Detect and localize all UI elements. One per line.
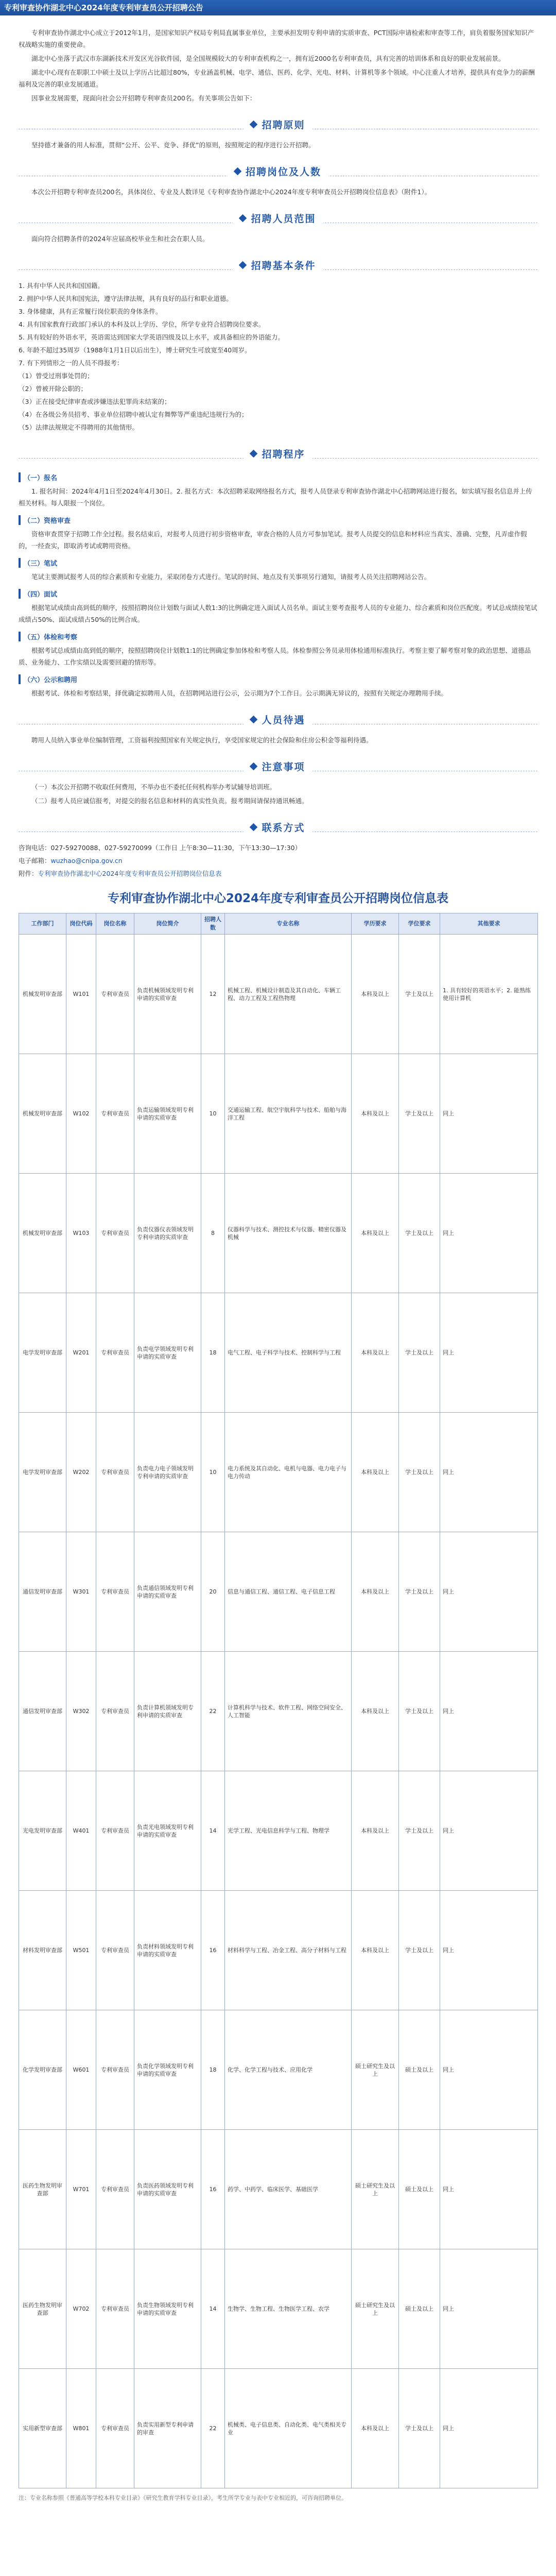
table-cell: 机械类、电子信息类、自动化类、电气类相关专业 <box>225 2369 352 2488</box>
table-cell: W301 <box>66 1532 96 1652</box>
list-item: （2）曾被开除公职的； <box>19 385 87 393</box>
table-cell: 机械发明审查部 <box>19 1054 66 1174</box>
table-cell: 学士及以上 <box>399 1293 440 1413</box>
table-cell: 硕士及以上 <box>399 2010 440 2130</box>
table-cell: 20 <box>201 1532 225 1652</box>
section-heading <box>19 211 537 226</box>
table-cell: 医药生物发明审查部 <box>19 2249 66 2369</box>
section-title: 招聘程序 <box>262 449 305 460</box>
intro-paragraph: 专利审查协作湖北中心成立于2012年1月，是国家知识产权局专利局直属事业单位，主要承担发明专利申请的实质审查、PCT国际申请检索和审查等工作，肩负着服务国家知识产权战略实施的重要使命。 <box>19 29 534 48</box>
table-cell: W501 <box>66 1891 96 2010</box>
diamond-icon <box>250 716 258 724</box>
table-cell: 本科及以上 <box>352 1293 399 1413</box>
section-text: 聘用人员纳入事业单位编制管理，工资福利按照国家有关规定执行，享受国家规定的社会保险和住房公积金等福利待遇。 <box>31 736 373 744</box>
diamond-icon <box>250 450 258 458</box>
diamond-icon <box>250 823 258 832</box>
table-cell: 专利审查员 <box>96 1771 134 1891</box>
table-cell: 负责通信领域发明专利申请的实质审查 <box>134 1532 201 1652</box>
table-cell: 本科及以上 <box>352 1413 399 1532</box>
diamond-icon <box>250 762 258 771</box>
list-item: （4）在各级公务员招考、事业单位招聘中被认定有舞弊等严重违纪违规行为的； <box>19 411 248 418</box>
table-footnote: 注：专业名称参照《普通高等学校本科专业目录》《研究生教育学科专业目录》，考生所学专业与表中专业相近的，可咨询招聘单位。 <box>19 2495 347 2501</box>
procedure-step-text: 根据笔试成绩由高到低的顺序，按照招聘岗位计划数与面试人数1:3的比例确定进入面试人员名单。面试主要考查报考人员的专业能力、综合素质和岗位匹配度。考试总成绩按笔试成绩占50%、面试成绩占50%的比例合成。 <box>19 604 537 623</box>
table-cell: 硕士及以上 <box>399 2130 440 2249</box>
table-cell: 同上 <box>440 1174 538 1293</box>
table-cell: 22 <box>201 2369 225 2488</box>
table-cell: 同上 <box>440 1891 538 2010</box>
table-cell: 电力系统及其自动化、电机与电器、电力电子与电力传动 <box>225 1413 352 1532</box>
table-cell: 学士及以上 <box>399 1174 440 1293</box>
procedure-step-text: 根据考试总成绩由高到低的顺序，按照招聘岗位计划数1:1的比例确定参加体检和考察人员。体检参照公务员录用体检通用标准执行。考察主要了解考察对象的政治思想、道德品质、业务能力、工作实绩以及需要回避的情形等。 <box>19 647 531 666</box>
table-cell: 负责化学领域发明专利申请的实质审查 <box>134 2010 201 2130</box>
intro-paragraph: 湖北中心坐落于武汉市东湖新技术开发区光谷软件园，是全国规模较大的专利审查机构之一，拥有近2000名专利审查员，具有完善的培训体系和良好的职业发展前景。 <box>31 55 505 62</box>
table-cell: 同上 <box>440 1413 538 1532</box>
section-text: 面向符合招聘条件的2024年应届高校毕业生和社会在职人员。 <box>31 235 209 243</box>
table-cell: 同上 <box>440 2369 538 2488</box>
table-cell: 专利审查员 <box>96 2010 134 2130</box>
table-cell: 硕士研究生及以上 <box>352 2010 399 2130</box>
procedure-step-label: （一）报名 <box>19 472 57 482</box>
table-row <box>19 2130 538 2249</box>
table-cell: 本科及以上 <box>352 1771 399 1891</box>
table-cell: 生物学、生物工程、生物医学工程、农学 <box>225 2249 352 2369</box>
table-cell: 14 <box>201 1771 225 1891</box>
table-cell: W103 <box>66 1174 96 1293</box>
table-row <box>19 1652 538 1771</box>
table-cell: W202 <box>66 1413 96 1532</box>
intro-paragraph: 因事业发展需要，现面向社会公开招聘专利审查员200名。有关事项公告如下： <box>31 94 256 102</box>
table-cell: 本科及以上 <box>352 2369 399 2488</box>
table-cell: 信息与通信工程、通信工程、电子信息工程 <box>225 1532 352 1652</box>
column-header: 工作部门 <box>19 913 66 935</box>
table-cell: 负责电学领域发明专利申请的实质审查 <box>134 1293 201 1413</box>
email-link[interactable]: wuzhao@cnipa.gov.cn <box>50 857 123 865</box>
contact-email <box>19 855 537 867</box>
list-item: （1）曾受过刑事处罚的； <box>19 372 94 380</box>
table-cell: 学士及以上 <box>399 1413 440 1532</box>
table-cell: 负责电力电子领域发明专利申请的实质审查 <box>134 1413 201 1532</box>
list-item: （3）正在接受纪律审查或涉嫌违法犯罪尚未结案的； <box>19 398 171 405</box>
table-cell: 学士及以上 <box>399 2369 440 2488</box>
list-item: 5. 具有较好的外语水平，英语需达到国家大学英语四级及以上水平，或具备相应的外语能力。 <box>19 333 284 341</box>
table-row <box>19 1891 538 2010</box>
table-cell: 专利审查员 <box>96 2369 134 2488</box>
table-cell: 光电发明审查部 <box>19 1771 66 1891</box>
table-cell: 学士及以上 <box>399 1891 440 2010</box>
table-cell: 专利审查员 <box>96 1174 134 1293</box>
table-cell: W102 <box>66 1054 96 1174</box>
section-heading <box>19 164 537 179</box>
table-cell: 实用新型审查部 <box>19 2369 66 2488</box>
procedure-step-label: （六）公示和聘用 <box>19 674 77 684</box>
column-header: 其他要求 <box>440 913 538 935</box>
table-title: 专利审查协作湖北中心2024年度专利审查员公开招聘岗位信息表 <box>107 892 448 905</box>
table-cell: 16 <box>201 2130 225 2249</box>
procedure-step-text: 资格审查贯穿于招聘工作全过程。报名结束后，对报考人员进行初步资格审查，审查合格的人员方可参加笔试。报考人员提交的信息和材料应当真实、准确、完整，凡弄虚作假的，一经查实，即取消考试或聘用资格。 <box>19 530 527 550</box>
table-cell: 同上 <box>440 1532 538 1652</box>
section-heading <box>19 258 537 273</box>
table-row <box>19 1054 538 1174</box>
procedure-step-label: （二）资格审查 <box>19 515 71 525</box>
attachment-link[interactable]: 专利审查协作湖北中心2024年度专利审查员公开招聘岗位信息表 <box>38 870 222 877</box>
section-title: 招聘基本条件 <box>251 260 316 272</box>
table-cell: 负责计算机领域发明专利申请的实质审查 <box>134 1652 201 1771</box>
section-heading <box>19 713 537 727</box>
section-title: 招聘人员范围 <box>251 213 316 225</box>
table-row <box>19 935 538 1054</box>
section-heading <box>19 820 537 835</box>
table-cell: W201 <box>66 1293 96 1413</box>
table-cell: 22 <box>201 1652 225 1771</box>
list-item: （5）法律法规规定不得聘用的其他情形。 <box>19 423 138 431</box>
requirements-list <box>19 280 537 433</box>
table-cell: 学士及以上 <box>399 1532 440 1652</box>
table-cell: W701 <box>66 2130 96 2249</box>
table-cell: 化学发明审查部 <box>19 2010 66 2130</box>
list-item: 1. 具有中华人民共和国国籍。 <box>19 282 104 290</box>
section-text: 本次公开招聘专利审查员200名，具体岗位、专业及人数详见《专利审查协作湖北中心2024年度专利审查员公开招聘岗位信息表》（附件1）。 <box>31 188 431 196</box>
attachment <box>19 868 537 879</box>
table-cell: 同上 <box>440 1293 538 1413</box>
table-cell: 同上 <box>440 2130 538 2249</box>
announcement-body <box>0 15 556 2503</box>
table-cell: W801 <box>66 2369 96 2488</box>
procedure-step-label: （三）笔试 <box>19 558 57 568</box>
diamond-icon <box>239 261 247 269</box>
table-cell: 负责材料领域发明专利申请的实质审查 <box>134 1891 201 2010</box>
table-cell: 光学工程、光电信息科学与工程、物理学 <box>225 1771 352 1891</box>
table-cell: 硕士研究生及以上 <box>352 2130 399 2249</box>
table-cell: 专利审查员 <box>96 1293 134 1413</box>
table-cell: 机械发明审查部 <box>19 935 66 1054</box>
column-header: 学位要求 <box>399 913 440 935</box>
column-header: 岗位名称 <box>96 913 134 935</box>
intro <box>19 27 537 104</box>
column-header: 岗位简介 <box>134 913 201 935</box>
table-cell: 专利审查员 <box>96 1054 134 1174</box>
table-cell: 同上 <box>440 1652 538 1771</box>
procedure-step-text: 根据考试、体检和考察结果，择优确定拟聘用人员，在招聘网站进行公示，公示期为7个工作日。公示期满无异议的，按照有关规定办理聘用手续。 <box>31 689 447 697</box>
table-cell: 机械工程、机械设计制造及其自动化、车辆工程、动力工程及工程热物理 <box>225 935 352 1054</box>
table-cell: 本科及以上 <box>352 1652 399 1771</box>
table-cell: 18 <box>201 2010 225 2130</box>
table-cell: 负责生物领域发明专利申请的实质审查 <box>134 2249 201 2369</box>
contact-value: 027-59270088、027-59270099（工作日 上午8:30—11:30，下午13:30—17:30） <box>50 844 302 852</box>
contact-label: 电子邮箱： <box>19 857 51 865</box>
section-title: 联系方式 <box>262 822 305 834</box>
table-cell: 专利审查员 <box>96 1891 134 2010</box>
table-cell: 负责光电领域发明专利申请的实质审查 <box>134 1771 201 1891</box>
table-cell: 专利审查员 <box>96 2249 134 2369</box>
table-row <box>19 1174 538 1293</box>
table-cell: 12 <box>201 935 225 1054</box>
table-cell: 18 <box>201 1293 225 1413</box>
table-cell: 8 <box>201 1174 225 1293</box>
job-table <box>19 913 538 2488</box>
procedure-step-label: （五）体检和考察 <box>19 632 77 641</box>
table-row <box>19 1771 538 1891</box>
table-row <box>19 1532 538 1652</box>
diamond-icon <box>234 167 242 176</box>
table-row <box>19 2010 538 2130</box>
procedure-step-text: 笔试主要测试报考人员的综合素质和专业能力，采取闭卷方式进行。笔试的时间、地点及有关事项另行通知，请报考人员关注招聘网站公告。 <box>31 573 431 581</box>
procedure-step-text: 1. 报名时间：2024年4月1日至2024年4月30日。2. 报名方式：本次招聘采取网络报名方式，报考人员登录专利审查协作湖北中心招聘网站进行报名，如实填写报名信息并上传相关材料。每人限报一个岗位。 <box>19 487 532 507</box>
table-cell: 负责机械领域发明专利申请的实质审查 <box>134 935 201 1054</box>
table-cell: 通信发明审查部 <box>19 1652 66 1771</box>
section-title: 注意事项 <box>262 761 305 773</box>
table-cell: 学士及以上 <box>399 935 440 1054</box>
table-cell: 机械发明审查部 <box>19 1174 66 1293</box>
contact-phone <box>19 842 537 854</box>
section-title: 招聘原则 <box>262 120 305 131</box>
table-cell: 负责仪器仪表领域发明专利申请的实质审查 <box>134 1174 201 1293</box>
table-cell: 本科及以上 <box>352 1174 399 1293</box>
table-cell: 本科及以上 <box>352 1532 399 1652</box>
table-cell: 材料发明审查部 <box>19 1891 66 2010</box>
table-cell: 医药生物发明审查部 <box>19 2130 66 2249</box>
table-cell: 专利审查员 <box>96 935 134 1054</box>
contact-label: 咨询电话： <box>19 844 51 852</box>
table-cell: 电学发明审查部 <box>19 1293 66 1413</box>
table-cell: 学士及以上 <box>399 1054 440 1174</box>
table-cell: 交通运输工程、航空宇航科学与技术、船舶与海洋工程 <box>225 1054 352 1174</box>
table-cell: 材料科学与工程、冶金工程、高分子材料与工程 <box>225 1891 352 2010</box>
list-item: 7. 有下列情形之一的人员不得报考： <box>19 359 124 367</box>
table-cell: 本科及以上 <box>352 935 399 1054</box>
procedure-step-label: （四）面试 <box>19 589 57 599</box>
section-heading <box>19 447 537 461</box>
section-title: 招聘岗位及人数 <box>245 166 321 178</box>
table-cell: W302 <box>66 1652 96 1771</box>
table-cell: 专利审查员 <box>96 1532 134 1652</box>
procedure <box>19 468 537 699</box>
table-cell: 药学、中药学、临床医学、基础医学 <box>225 2130 352 2249</box>
table-cell: 10 <box>201 1054 225 1174</box>
contact-label: 附件： <box>19 870 38 877</box>
table-cell: 化学、化学工程与技术、应用化学 <box>225 2010 352 2130</box>
page-title: 专利审查协作湖北中心2024年度专利审查员公开招聘公告 <box>0 0 556 15</box>
diamond-icon <box>250 121 258 129</box>
table-cell: 10 <box>201 1413 225 1532</box>
intro-paragraph: 湖北中心现有在职职工中硕士及以上学历占比超过80%，专业涵盖机械、电学、通信、医药、化学、光电、材料、计算机等多个领域。中心注重人才培养，提供具有竞争力的薪酬福利及完善的职业发展通道。 <box>19 69 535 88</box>
table-cell: 计算机科学与技术、软件工程、网络空间安全、人工智能 <box>225 1652 352 1771</box>
table-cell: 通信发明审查部 <box>19 1532 66 1652</box>
section-heading <box>19 759 537 774</box>
table-row <box>19 1293 538 1413</box>
table-cell: 1. 具有较好的英语水平；2. 能熟练使用计算机 <box>440 935 538 1054</box>
table-cell: 仪器科学与技术、测控技术与仪器、精密仪器及机械 <box>225 1174 352 1293</box>
list-item: （二）报考人员应诚信报考，对提交的报名信息和材料的真实性负责。报考期间请保持通讯畅通。 <box>31 797 308 805</box>
column-header: 专业名称 <box>225 913 352 935</box>
table-cell: 学士及以上 <box>399 1652 440 1771</box>
table-cell: 负责实用新型专利申请的审查 <box>134 2369 201 2488</box>
table-cell: 本科及以上 <box>352 1891 399 2010</box>
table-row <box>19 2249 538 2369</box>
table-cell: 同上 <box>440 1771 538 1891</box>
list-item: 4. 具有国家教育行政部门承认的本科及以上学历、学位，所学专业符合招聘岗位要求。 <box>19 320 265 328</box>
list-item: 3. 身体健康，具有正常履行岗位职责的身体条件。 <box>19 308 162 315</box>
table-cell: 14 <box>201 2249 225 2369</box>
table-cell: 专利审查员 <box>96 2130 134 2249</box>
section-heading <box>19 117 537 132</box>
list-item: 2. 拥护中华人民共和国宪法，遵守法律法规，具有良好的品行和职业道德。 <box>19 295 233 302</box>
table-cell: 16 <box>201 1891 225 2010</box>
table-cell: 专利审查员 <box>96 1652 134 1771</box>
table-row <box>19 2369 538 2488</box>
table-cell: 学士及以上 <box>399 1771 440 1891</box>
section-title: 人员待遇 <box>262 715 305 726</box>
table-cell: 硕士研究生及以上 <box>352 2249 399 2369</box>
table-cell: 电气工程、电子科学与技术、控制科学与工程 <box>225 1293 352 1413</box>
table-cell: W702 <box>66 2249 96 2369</box>
table-cell: 负责运输领域发明专利申请的实质审查 <box>134 1054 201 1174</box>
table-cell: 专利审查员 <box>96 1413 134 1532</box>
diamond-icon <box>239 214 247 223</box>
table-cell: 同上 <box>440 2010 538 2130</box>
table-row <box>19 1413 538 1532</box>
list-item: （一）本次公开招聘不收取任何费用，不举办也不委托任何机构举办考试辅导培训班。 <box>31 783 276 791</box>
table-cell: 本科及以上 <box>352 1054 399 1174</box>
table-cell: 同上 <box>440 1054 538 1174</box>
section-text: 坚持德才兼备的用人标准，贯彻“公开、公平、竞争、择优”的原则，按照规定的程序进行公开招聘。 <box>31 141 315 149</box>
table-cell: W101 <box>66 935 96 1054</box>
table-cell: 电学发明审查部 <box>19 1413 66 1532</box>
table-header-row <box>19 913 538 935</box>
table-cell: 同上 <box>440 2249 538 2369</box>
table-cell: 硕士及以上 <box>399 2249 440 2369</box>
table-cell: W401 <box>66 1771 96 1891</box>
list-item: 6. 年龄不超过35周岁（1988年1月1日以后出生），博士研究生可放宽至40周岁。 <box>19 346 251 354</box>
table-cell: 负责医药领域发明专利申请的实质审查 <box>134 2130 201 2249</box>
column-header: 招聘人数 <box>201 913 225 935</box>
column-header: 岗位代码 <box>66 913 96 935</box>
column-header: 学历要求 <box>352 913 399 935</box>
table-cell: W601 <box>66 2010 96 2130</box>
